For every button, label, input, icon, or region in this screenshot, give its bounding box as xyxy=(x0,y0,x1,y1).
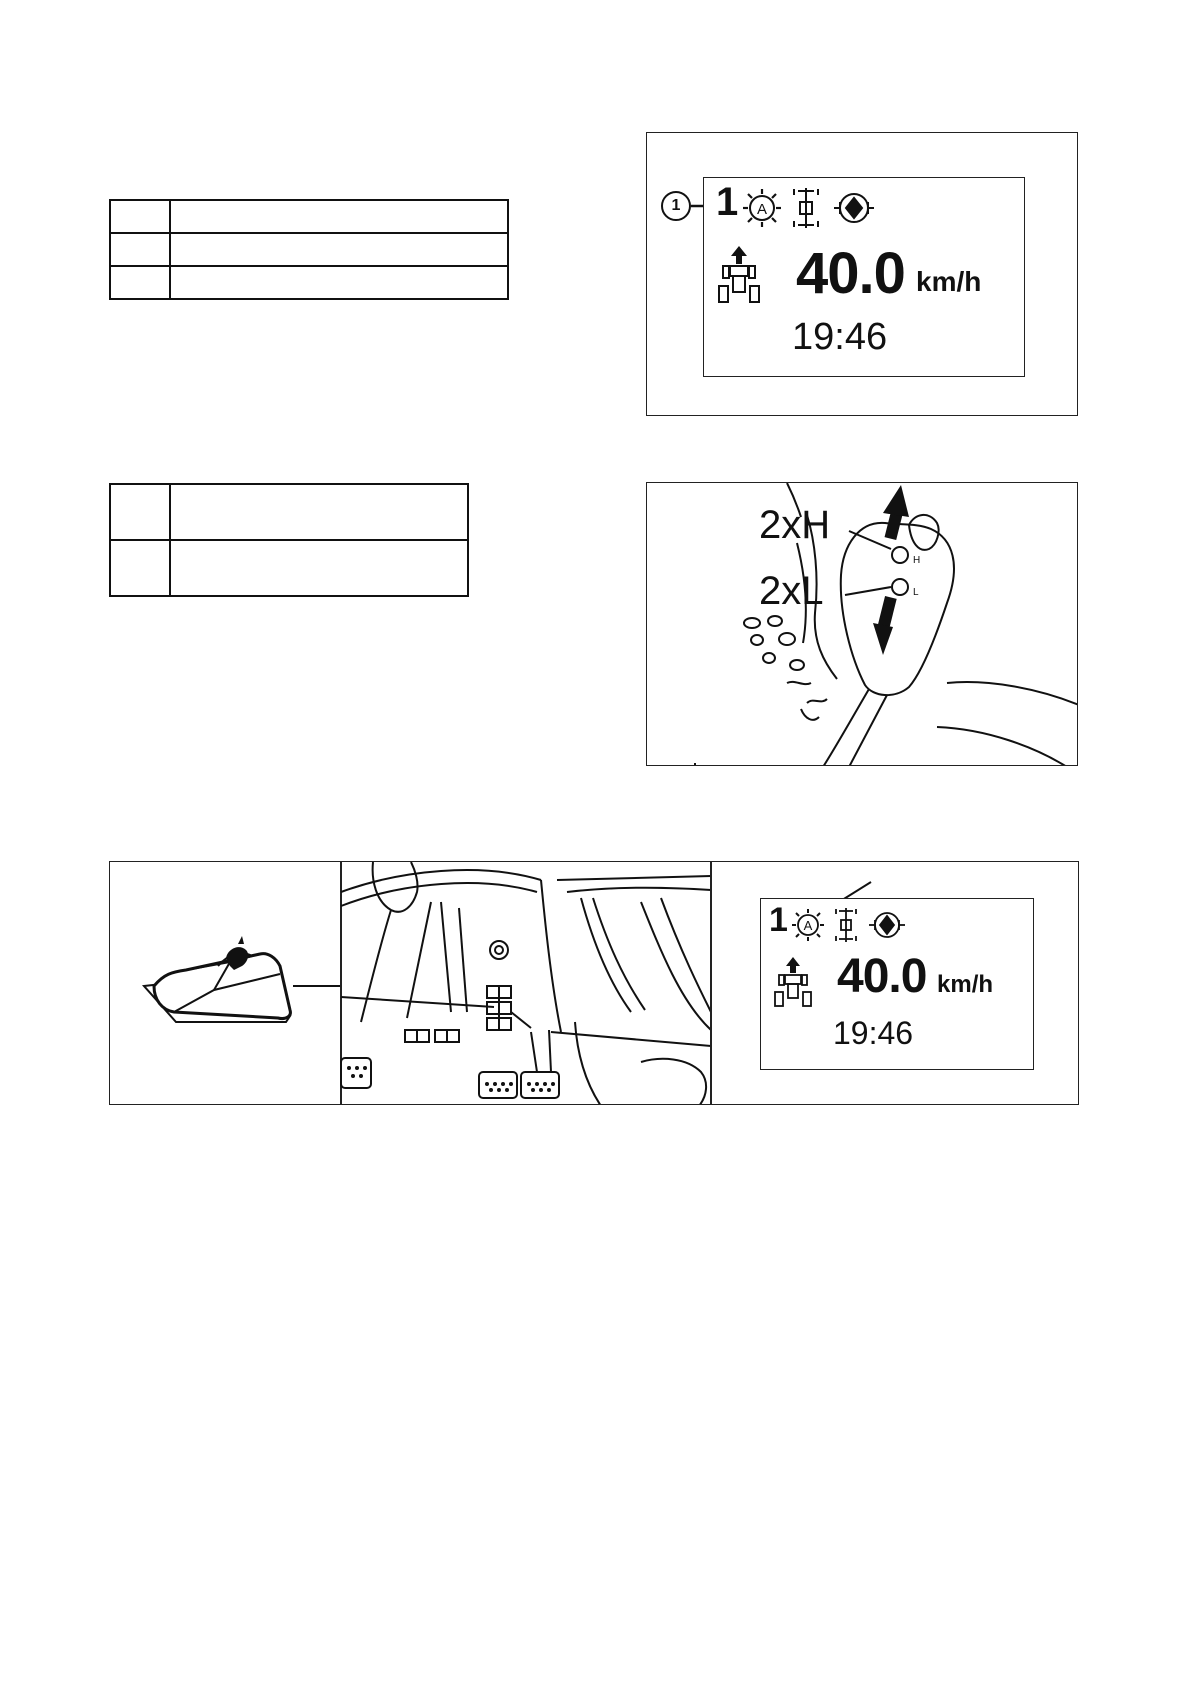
diff-lock-icon xyxy=(834,194,874,222)
button-high-letter: H xyxy=(913,555,921,566)
figure-display-callout xyxy=(646,132,1078,416)
status-icons xyxy=(791,903,911,947)
status-icons xyxy=(742,182,882,234)
table-cell xyxy=(170,200,508,233)
clock-time: 19:46 xyxy=(833,1015,914,1051)
speed-unit: km/h xyxy=(937,971,994,998)
gear-lever-illustration xyxy=(647,483,1078,766)
gear-indicator: 1 xyxy=(716,180,739,224)
four-wheel-drive-icon xyxy=(836,908,856,942)
table-cell xyxy=(170,540,468,596)
blank-table-1 xyxy=(109,199,509,300)
table-cell xyxy=(110,266,170,299)
speed-value: 40.0 xyxy=(796,241,905,306)
table-cell xyxy=(170,484,468,540)
dashboard-display xyxy=(703,177,1025,377)
diff-lock-icon xyxy=(869,913,905,937)
table-cell xyxy=(170,233,508,266)
tractor-travel-icon xyxy=(714,244,764,308)
svg-text:A: A xyxy=(756,201,768,218)
speed-unit: km/h xyxy=(916,266,982,297)
auto-mode-icon xyxy=(792,909,824,941)
pedal-pattern xyxy=(347,1066,555,1092)
figure-switch-strip xyxy=(109,861,1079,1105)
speed-value: 40.0 xyxy=(837,950,927,1003)
svg-text:A: A xyxy=(803,918,813,933)
rocker-switch-illustration xyxy=(110,862,340,1105)
cab-interior-illustration xyxy=(341,862,711,1105)
dashboard-display xyxy=(760,898,1034,1070)
down-arrow-icon xyxy=(873,596,897,655)
callout-number: 1 xyxy=(671,197,681,214)
label-double-press-low: 2xL xyxy=(759,569,824,613)
up-arrow-icon xyxy=(883,485,909,540)
table-cell xyxy=(110,233,170,266)
clock-time: 19:46 xyxy=(792,316,888,358)
table-cell xyxy=(110,484,170,540)
table-cell xyxy=(110,200,170,233)
tractor-travel-icon xyxy=(771,955,815,1011)
table-cell xyxy=(170,266,508,299)
label-double-press-high: 2xH xyxy=(759,503,831,547)
blank-table-2 xyxy=(109,483,469,597)
table-cell xyxy=(110,540,170,596)
four-wheel-drive-icon xyxy=(794,188,818,228)
auto-mode-icon xyxy=(743,189,781,227)
gear-indicator: 1 xyxy=(769,901,788,939)
button-low-letter: L xyxy=(913,587,919,598)
figure-gear-lever xyxy=(646,482,1078,766)
